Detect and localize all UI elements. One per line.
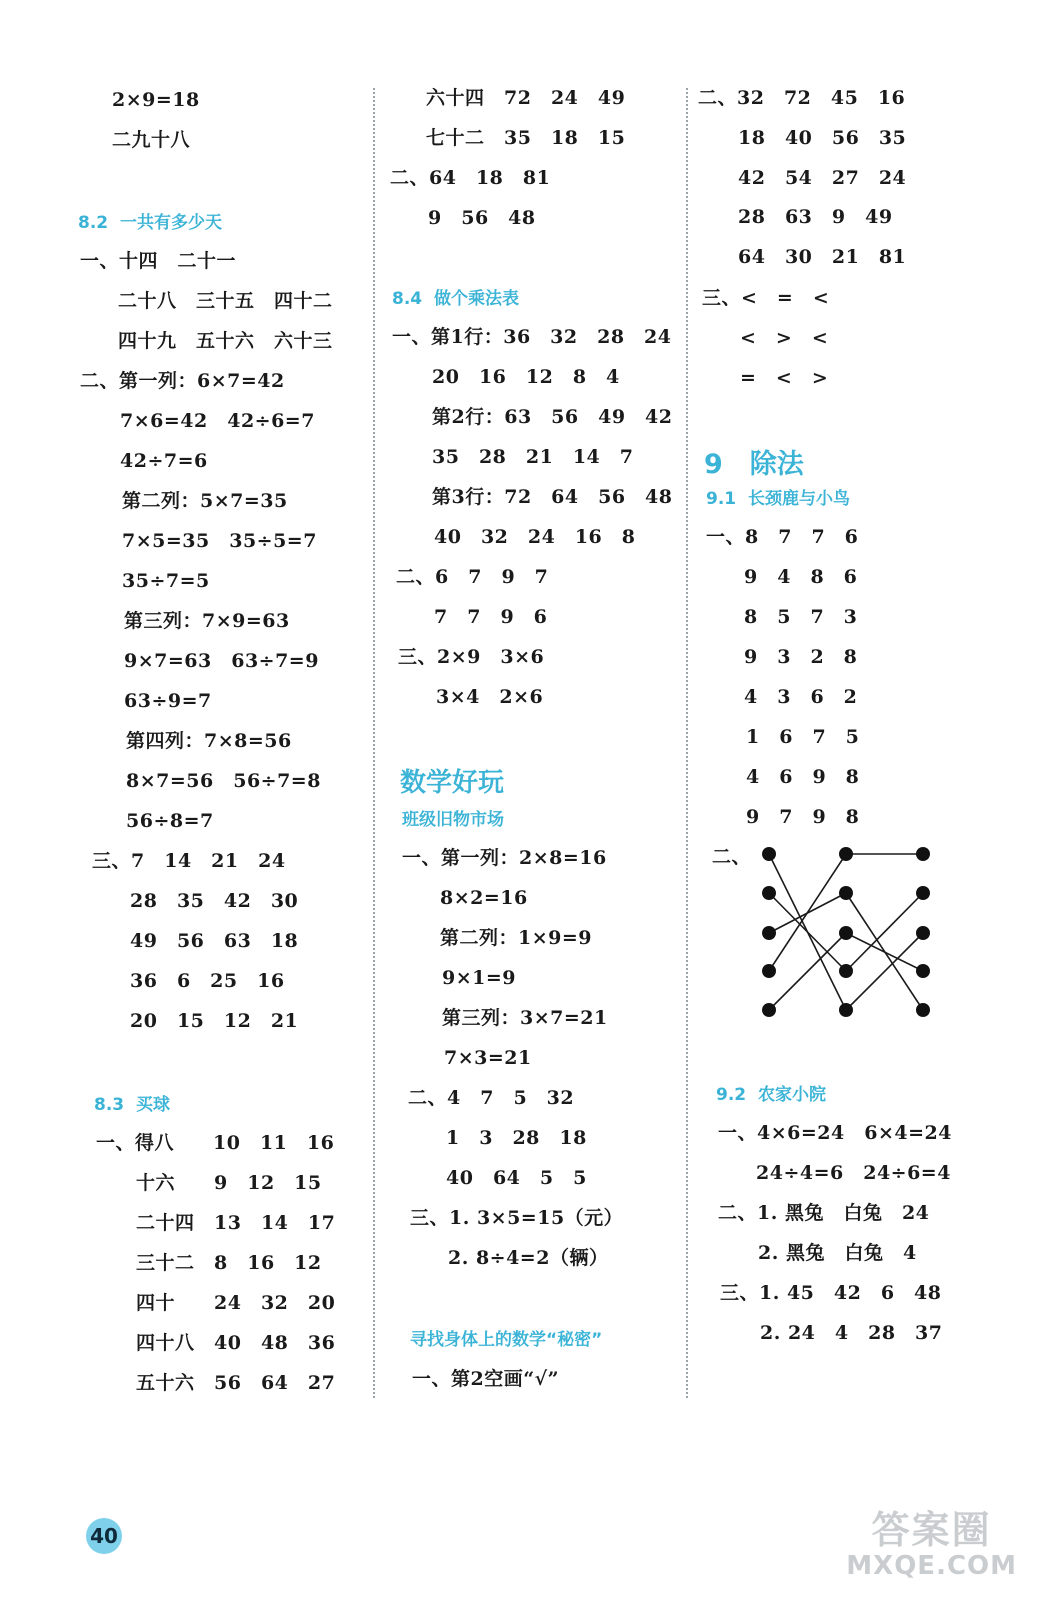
answer-line: 二、	[712, 846, 752, 868]
answer-line: 七十二 35 18 15	[426, 127, 626, 149]
answer-line: 一、第1行：36 32 28 24	[392, 326, 672, 348]
answer-line: 64 30 21 81	[738, 246, 907, 268]
answer-line: 2. 8÷4=2（辆）	[448, 1247, 609, 1269]
answer-line: 第3行：72 64 56 48	[432, 486, 673, 508]
answer-line: 9 4 8 6	[744, 566, 858, 588]
answer-line: 一、4×6=24 6×4=24	[718, 1122, 952, 1144]
section-heading-8-3: 8.3 买球	[94, 1095, 170, 1115]
answer-line: 42÷7=6	[120, 450, 208, 472]
answer-line: 20 16 12 8 4	[432, 366, 620, 388]
answer-line: 35÷7=5	[122, 570, 210, 592]
answer-line: 40 64 5 5	[446, 1167, 587, 1189]
section-heading-8-4: 8.4 做个乘法表	[392, 289, 519, 309]
section-heading-math-fun: 数学好玩	[400, 768, 505, 798]
answer-line: 二、第一列：6×7=42	[80, 370, 285, 392]
answer-line: 三、< = <	[702, 287, 830, 309]
section-heading-old-goods-market: 班级旧物市场	[402, 810, 504, 830]
answer-line: 第二列：5×7=35	[122, 490, 288, 512]
answer-line: 二、32 72 45 16	[698, 87, 906, 109]
answer-line: 二十八 三十五 四十二	[118, 290, 333, 312]
answer-line: 2. 黑兔 白兔 4	[758, 1242, 917, 1264]
answer-line: 三、7 14 21 24	[92, 850, 286, 872]
answer-line: 8×7=56 56÷7=8	[126, 770, 321, 792]
answer-line: 9 7 9 8	[746, 806, 860, 828]
answer-line: 2. 24 4 28 37	[760, 1322, 943, 1344]
answer-line: 2×9=18	[112, 89, 200, 111]
page-number: 40	[86, 1518, 122, 1554]
answer-line: 五十六 56 64 27	[136, 1372, 336, 1394]
answer-line: 7×6=42 42÷6=7	[120, 410, 315, 432]
answer-line: 二、1. 黑兔 白兔 24	[718, 1202, 930, 1224]
answer-line: 第二列：1×9=9	[440, 927, 593, 949]
answer-line: 9×1=9	[442, 967, 517, 989]
answer-line: 4 3 6 2	[744, 686, 858, 708]
answer-line: 36 6 25 16	[130, 970, 285, 992]
answer-line: 49 56 63 18	[130, 930, 299, 952]
chapter-heading-division: 9 除法	[704, 449, 804, 480]
answer-line: 十六 9 12 15	[136, 1172, 322, 1194]
section-heading-8-2: 8.2 一共有多少天	[78, 213, 222, 233]
answer-line: 四十 24 32 20	[136, 1292, 336, 1314]
answer-line: 8 5 7 3	[744, 606, 858, 628]
matching-diagram	[755, 838, 940, 1023]
answer-line: 9 56 48	[428, 207, 536, 229]
answer-line: 二、4 7 5 32	[408, 1087, 575, 1109]
answer-line: 56÷8=7	[126, 810, 214, 832]
answer-line: 28 63 9 49	[738, 206, 893, 228]
section-heading-9-2: 9.2 农家小院	[716, 1085, 826, 1105]
answer-line: 9 3 2 8	[744, 646, 858, 668]
answer-line: 40 32 24 16 8	[434, 526, 636, 548]
answer-line: < > <	[740, 327, 829, 349]
answer-line: = < >	[740, 367, 829, 389]
answer-line: 一、第2空画“√”	[412, 1368, 560, 1390]
watermark-url: MXQE.COM	[846, 1551, 1017, 1581]
answer-line: 7×5=35 35÷5=7	[122, 530, 317, 552]
answer-line: 1 3 28 18	[446, 1127, 587, 1149]
answer-line: 7×3=21	[444, 1047, 532, 1069]
answer-line: 24÷4=6 24÷6=4	[756, 1162, 951, 1184]
answer-line: 20 15 12 21	[130, 1010, 299, 1032]
answer-line: 二、6 7 9 7	[396, 566, 549, 588]
answer-line: 二、64 18 81	[390, 167, 551, 189]
answer-line: 7 7 9 6	[434, 606, 548, 628]
answer-line: 一、十四 二十一	[80, 250, 237, 272]
answer-line: 三、1. 3×5=15（元）	[410, 1207, 624, 1229]
answer-line: 二九十八	[112, 129, 191, 151]
answer-line: 28 35 42 30	[130, 890, 299, 912]
answer-line: 4 6 9 8	[746, 766, 860, 788]
answer-line: 第2行：63 56 49 42	[432, 406, 673, 428]
answer-line: 第三列：3×7=21	[442, 1007, 608, 1029]
answer-line: 35 28 21 14 7	[432, 446, 634, 468]
answer-line: 三、2×9 3×6	[398, 646, 545, 668]
answer-line: 42 54 27 24	[738, 167, 907, 189]
answer-line: 1 6 7 5	[746, 726, 860, 748]
answer-line: 63÷9=7	[124, 690, 212, 712]
answer-line: 第四列：7×8=56	[126, 730, 292, 752]
answer-line: 三、1. 45 42 6 48	[720, 1282, 942, 1304]
section-heading-9-1: 9.1 长颈鹿与小鸟	[706, 489, 850, 509]
section-heading-body-math-secrets: 寻找身体上的数学“秘密”	[410, 1330, 603, 1350]
column-divider-right	[686, 88, 688, 1398]
column-divider-left	[373, 88, 375, 1398]
answer-line: 9×7=63 63÷7=9	[124, 650, 319, 672]
answer-line: 一、得八 10 11 16	[96, 1132, 335, 1154]
answer-line: 18 40 56 35	[738, 127, 907, 149]
answer-line: 第三列：7×9=63	[124, 610, 290, 632]
answer-line: 四十九 五十六 六十三	[118, 330, 333, 352]
answer-line: 3×4 2×6	[436, 686, 544, 708]
watermark-logo	[846, 1508, 1017, 1580]
answer-line: 六十四 72 24 49	[426, 87, 626, 109]
answer-line: 8×2=16	[440, 887, 528, 909]
answer-line: 二十四 13 14 17	[136, 1212, 336, 1234]
answer-line: 一、8 7 7 6	[706, 526, 859, 548]
answer-line: 四十八 40 48 36	[136, 1332, 336, 1354]
watermark-text: 答案圈	[871, 1508, 992, 1552]
answer-line: 一、第一列：2×8=16	[402, 847, 607, 869]
answer-line: 三十二 8 16 12	[136, 1252, 322, 1274]
